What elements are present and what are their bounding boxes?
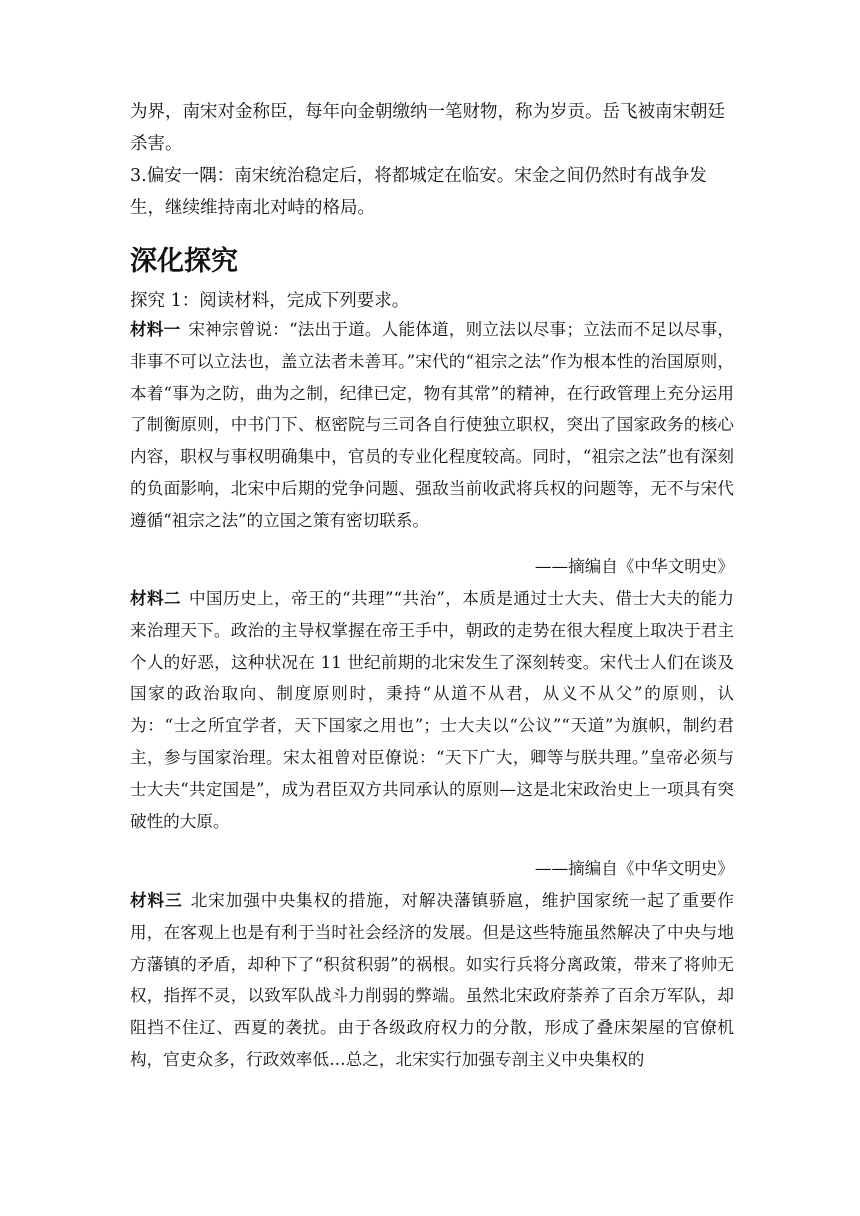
material-1 — [130, 314, 734, 537]
material-2-label: 材料二 — [130, 589, 182, 608]
intro-paragraph-1: 为界，南宋对金称臣，每年向金朝缴纳一笔财物，称为岁贡。岳飞被南宋朝廷杀害。 — [130, 102, 725, 154]
section-heading: 深化探究 — [130, 246, 238, 277]
material-2 — [130, 583, 734, 837]
intro-block — [130, 96, 734, 224]
material-2-source: ——摘编自《中华文明史》 — [534, 859, 734, 878]
material-2-text: 中国历史上，帝王的“共理”“共治”，本质是通过士大夫、借士大夫的能力来治理天下。政治的主导权掌握在帝王手中，朝政的走势在很大程度上取决于君主个人的好恶，这种状况在 11 世纪前期的北宋发生了深刻转变。宋代士人们在谈及国家的政治取向、制度原则时，秉持“从道不从君，从义不从父”的原则，认为：“士之所宜学者，天下国家之用也”；士大夫以“公议”“天道”为旗帜，制约君主，参与国家治理。宋太祖曾对臣僚说：“天下广大，卿等与朕共理。”皇帝必须与士大夫“共定国是”，成为君臣双方共同承认的原则—这是北宋政治史上一项具有突破性的大原。 — [130, 589, 735, 831]
task-instruction: 探究 1：阅读材料，完成下列要求。 — [130, 291, 410, 311]
material-1-text: 宋神宗曾说：“法出于道。人能体道，则立法以尽事；立法而不足以尽事，非事不可以立法也，盖立法者未善耳。”宋代的“祖宗之法”作为根本性的治国原则，本着“事为之防，曲为之制，纪律已定，物有其常”的精神，在行政管理上充分运用了制衡原则，中书门下、枢密院与三司各自行使独立职权，突出了国家政务的核心内容，职权与事权明确集中，官员的专业化程度较高。同时，“祖宗之法”也有深刻的负面影响，北宋中后期的党争问题、强敌当前收武将兵权的问题等，无不与宋代遵循“祖宗之法”的立国之策有密切联系。 — [130, 320, 734, 530]
intro-paragraph-2: 3.偏安一隅：南宋统治稳定后，将都城定在临安。宋金之间仍然时有战争发生，继续维持南北对峙的格局。 — [130, 166, 707, 218]
material-3 — [130, 885, 734, 1076]
material-1-source: ——摘编自《中华文明史》 — [534, 557, 734, 576]
material-1-label: 材料一 — [130, 320, 181, 339]
material-3-text: 北宋加强中央集权的措施，对解决藩镇骄扈，维护国家统一起了重要作用，在客观上也是有利于当时社会经济的发展。但是这些特施虽然解决了中央与地方藩镇的矛盾，却种下了“积贫积弱”的祸根。如实行兵将分离政策，带来了将帅无权，指挥不灵，以致军队战斗力削弱的弊端。虽然北宋政府荼养了百余万军队，却阻挡不住辽、西夏的袭扰。由于各级政府权力的分散，形成了叠床架屋的官僚机构，官吏众多，行政效率低…总之，北宋实行加强专剖主义中央集权的 — [130, 891, 735, 1069]
material-3-label: 材料三 — [130, 891, 183, 910]
